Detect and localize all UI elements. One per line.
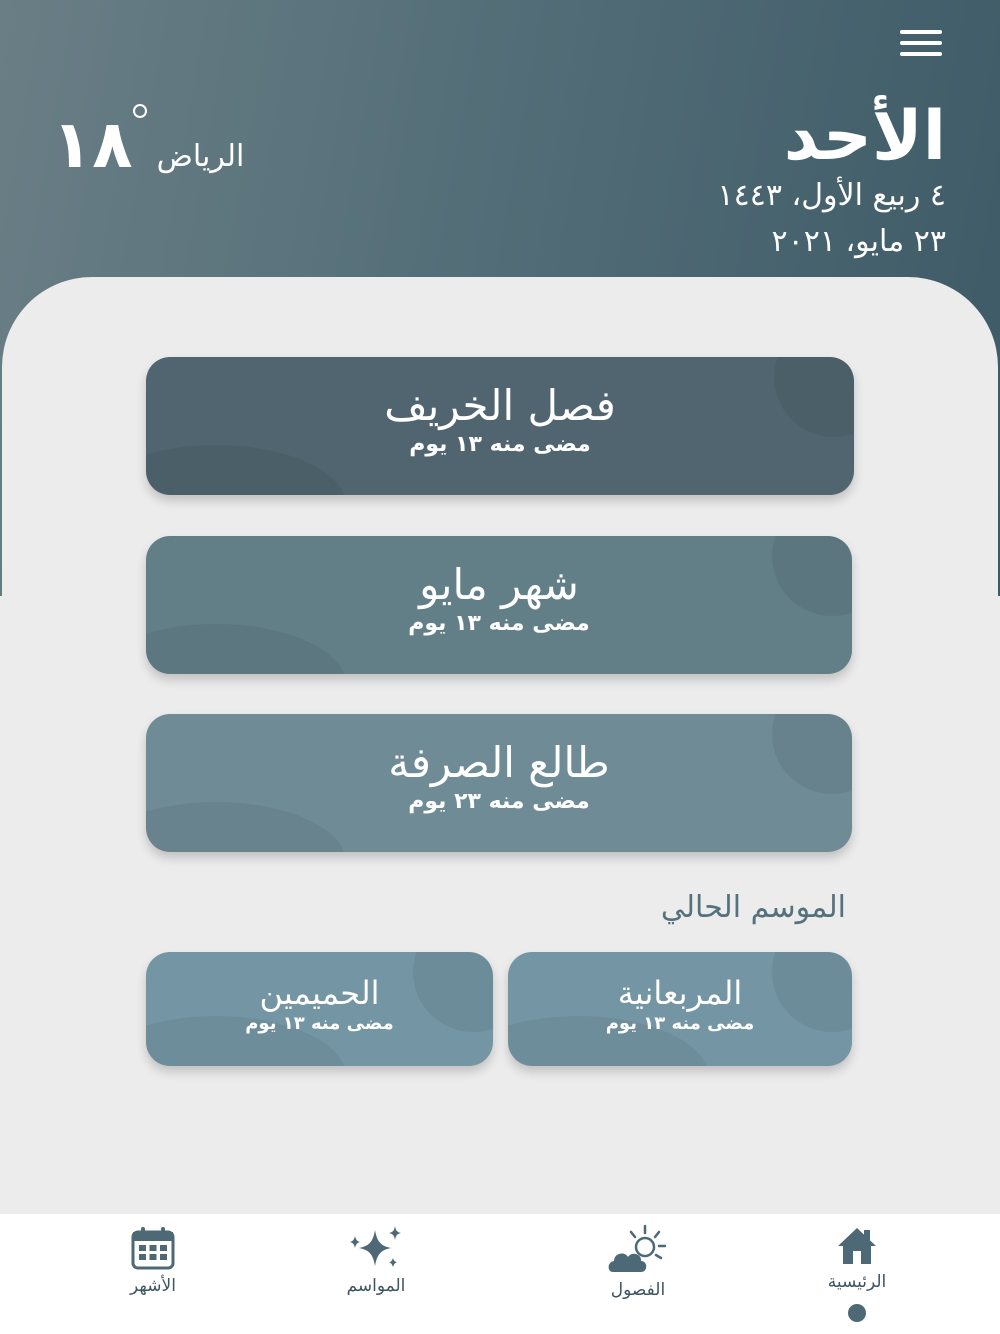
hamburger-menu-icon[interactable] [900,30,942,56]
nav-item-seasons[interactable] [578,1224,698,1300]
card-subtitle: مضى منه ١٣ يوم [408,611,590,637]
nav-label: الأشهر [130,1276,176,1296]
nav-label: المواسم [346,1276,406,1296]
temperature: ١٨ [52,112,147,178]
nav-item-months[interactable] [93,1224,213,1296]
menu-line [900,30,942,34]
hijri-date: ٤ ربيع الأول، ١٤٤٣ [717,178,946,213]
card-title: فصل الخريف [384,381,616,430]
nav-item-home[interactable] [797,1224,917,1292]
nav-item-mawasim[interactable] [316,1224,436,1296]
nav-label: الرئيسية [827,1272,887,1292]
season-card-autumn[interactable] [146,357,854,495]
home-icon [834,1224,880,1268]
card-title: المربعانية [617,974,743,1012]
current-season-card-humaymin[interactable] [146,952,493,1066]
menu-line [900,52,942,56]
menu-line [900,41,942,45]
calendar-icon [130,1224,176,1272]
day-name: الأحد [783,97,946,176]
month-card[interactable] [146,536,852,674]
card-title: شهر مايو [419,560,579,609]
current-season-card-murabbaniya[interactable] [508,952,852,1066]
card-subtitle: مضى منه ١٣ يوم [605,1013,755,1035]
card-title: طالع الصرفة [388,738,610,787]
card-subtitle: مضى منه ٢٣ يوم [408,789,590,815]
active-indicator [848,1304,866,1322]
sparkles-icon [347,1224,405,1272]
card-subtitle: مضى منه ١٣ يوم [245,1013,394,1035]
card-subtitle: مضى منه ١٣ يوم [409,432,591,458]
nav-label: الفصول [610,1280,666,1300]
weather-sun-cloud-icon [605,1224,671,1276]
star-card[interactable] [146,714,852,852]
card-title: الحميمين [259,974,380,1012]
current-season-label: الموسم الحالي [660,890,846,925]
gregorian-date: ٢٣ مايو، ٢٠٢١ [771,224,946,259]
city-name: الرياض [156,139,245,174]
weather-widget [52,98,245,183]
